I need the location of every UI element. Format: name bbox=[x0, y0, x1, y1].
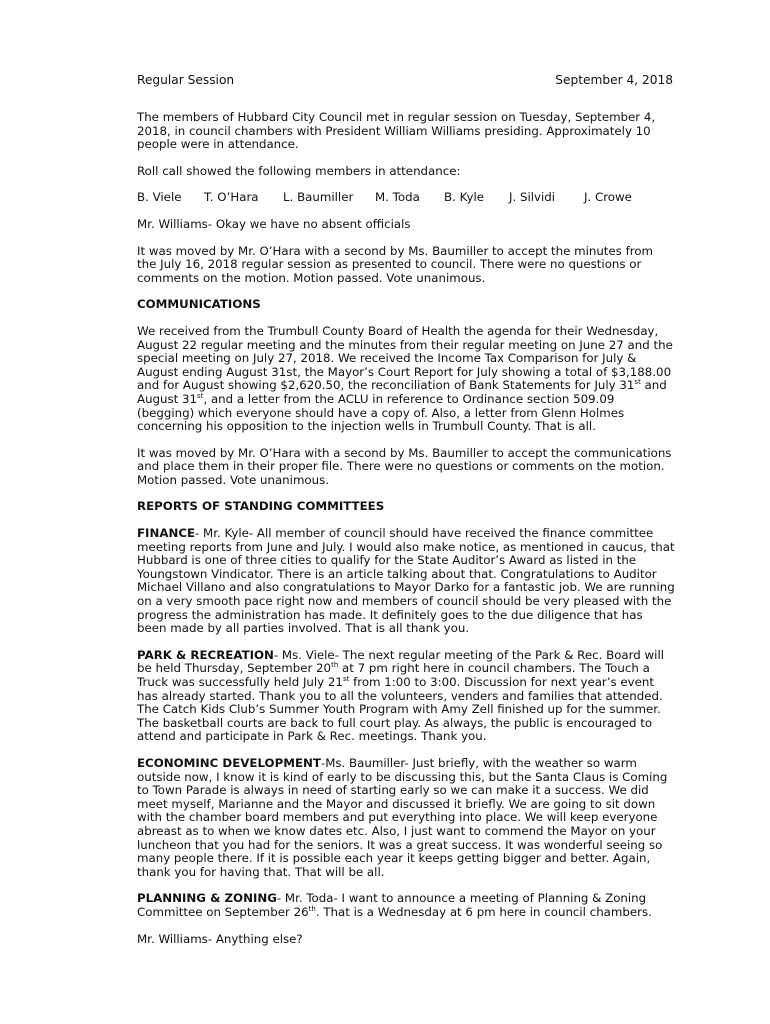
roll-call-member: B. Kyle bbox=[444, 190, 484, 205]
park-recreation-label: PARK & RECREATION bbox=[137, 647, 274, 662]
communications-paragraph: We received from the Trumbull County Board of Health the agenda for their Wednesday, August 22 regular meeting and the minutes from their regular meeting on June 27 and the special meeting on July 27, 2018. We received the Income Tax Comparison for July & August ending August 31st, the Mayor’s Court Report for July showing a total of $3,188.00 and for August showing $2,620.50, the reconciliation of Bank Statements for July 31st and August 31st, and a letter from the ACLU in reference to Ordinance section 509.09 (begging) which everyone should have a copy of. Also, a letter from Glenn Holmes concerning his opposition to the injection wells in Trumbull County. That is all. bbox=[137, 323, 673, 434]
communications-motion: It was moved by Mr. O’Hara with a second by Ms. Baumiller to accept the communications and place them in their proper file. There were no questions or comments on the motion. Motion passed. Vote unanimous. bbox=[137, 445, 672, 487]
session-label: Regular Session bbox=[137, 73, 235, 87]
roll-call-member: M. Toda bbox=[375, 190, 420, 205]
intro-paragraph: The members of Hubbard City Council met in regular session on Tuesday, September 4, 2018, in council chambers with President William Williams presiding. Approximately 10 people were in attendance. bbox=[137, 110, 656, 152]
finance-report: FINANCE- Mr. Kyle- All member of council should have received the finance committee meeting reports from June and July. I would also make notice, as mentioned in caucus, that Hubbard is one of three cities to qualify for the State Auditor’s Award as listed in the Youngstown Vindicator. There is an article talking about that. Congratulations to Auditor Michael Villano and also congratulations to Mayor Darko for a fantastic job. We are running on a very smooth pace right now and members of council should be very pleased with the progress the administration has made. It definitely goes to the due diligence that has been made by all parties involved. That is all thank you. bbox=[137, 526, 675, 636]
roll-call-member: T. O’Hara bbox=[204, 190, 259, 205]
roll-call-member: J. Crowe bbox=[584, 190, 632, 205]
communications-heading: COMMUNICATIONS bbox=[137, 297, 261, 312]
page-header bbox=[137, 72, 673, 88]
standing-committees-heading: REPORTS OF STANDING COMMITTEES bbox=[137, 499, 385, 514]
planning-zoning-label: PLANNING & ZONING bbox=[137, 891, 277, 906]
minutes-motion: It was moved by Mr. O’Hara with a second by Ms. Baumiller to accept the minutes from the July 16, 2018 regular session as presented to council. There were no questions or comments on the motion. Motion passed. Vote unanimous. bbox=[137, 243, 654, 285]
planning-zoning-report: PLANNING & ZONING- Mr. Toda- I want to announce a meeting of Planning & Zoning Committee on September 26th. That is a Wednesday at 6 pm here in council chambers. bbox=[137, 891, 652, 919]
absent-note: Mr. Williams- Okay we have no absent officials bbox=[137, 216, 411, 231]
economic-development-report: ECONOMINC DEVELOPMENT-Ms. Baumiller- Just briefly, with the weather so warm outside now, I know it is kind of early to be discussing this, but the Santa Claus is Coming to Town Parade is always in need of starting early so we can make it a success. We did meet myself, Marianne and the Mayor and discussed it briefly. We are going to sit down with the chamber board members and put everything into place. We will keep everyone abreast as to when we know dates etc. Also, I just want to commend the Mayor on your luncheon that you had for the seniors. It was a great success. It was wonderful seeing so many people there. If it is possible each year it keeps getting bigger and better. Again, thank you for having that. That will be all. bbox=[137, 755, 668, 879]
roll-call-member: B. Viele bbox=[137, 190, 182, 205]
finance-label: FINANCE bbox=[137, 526, 196, 541]
roll-call-member: J. Silvidi bbox=[509, 190, 556, 205]
roll-call-intro: Roll call showed the following members in attendance: bbox=[137, 163, 461, 178]
park-recreation-report: PARK & RECREATION- Ms. Viele- The next regular meeting of the Park & Rec. Board will be held Thursday, September 20th at 7 pm right here in council chambers. The Touch a Truck was successfully held July 21st from 1:00 to 3:00. Discussion for next year’s event has already started. Thank you to all the volunteers, venders and families that attended. The Catch Kids Club’s Summer Youth Program with Amy Zell finished up for the summer. The basketball courts are back to full court play. As always, the public is encouraged to attend and participate in Park & Rec. meetings. Thank you. bbox=[137, 647, 664, 744]
roll-call-member: L. Baumiller bbox=[283, 190, 354, 205]
closing-remark: Mr. Williams- Anything else? bbox=[137, 931, 303, 946]
session-date: September 4, 2018 bbox=[555, 73, 673, 87]
roll-call-list bbox=[137, 191, 675, 205]
document-body bbox=[137, 111, 675, 946]
economic-development-label: ECONOMINC DEVELOPMENT bbox=[137, 755, 321, 770]
